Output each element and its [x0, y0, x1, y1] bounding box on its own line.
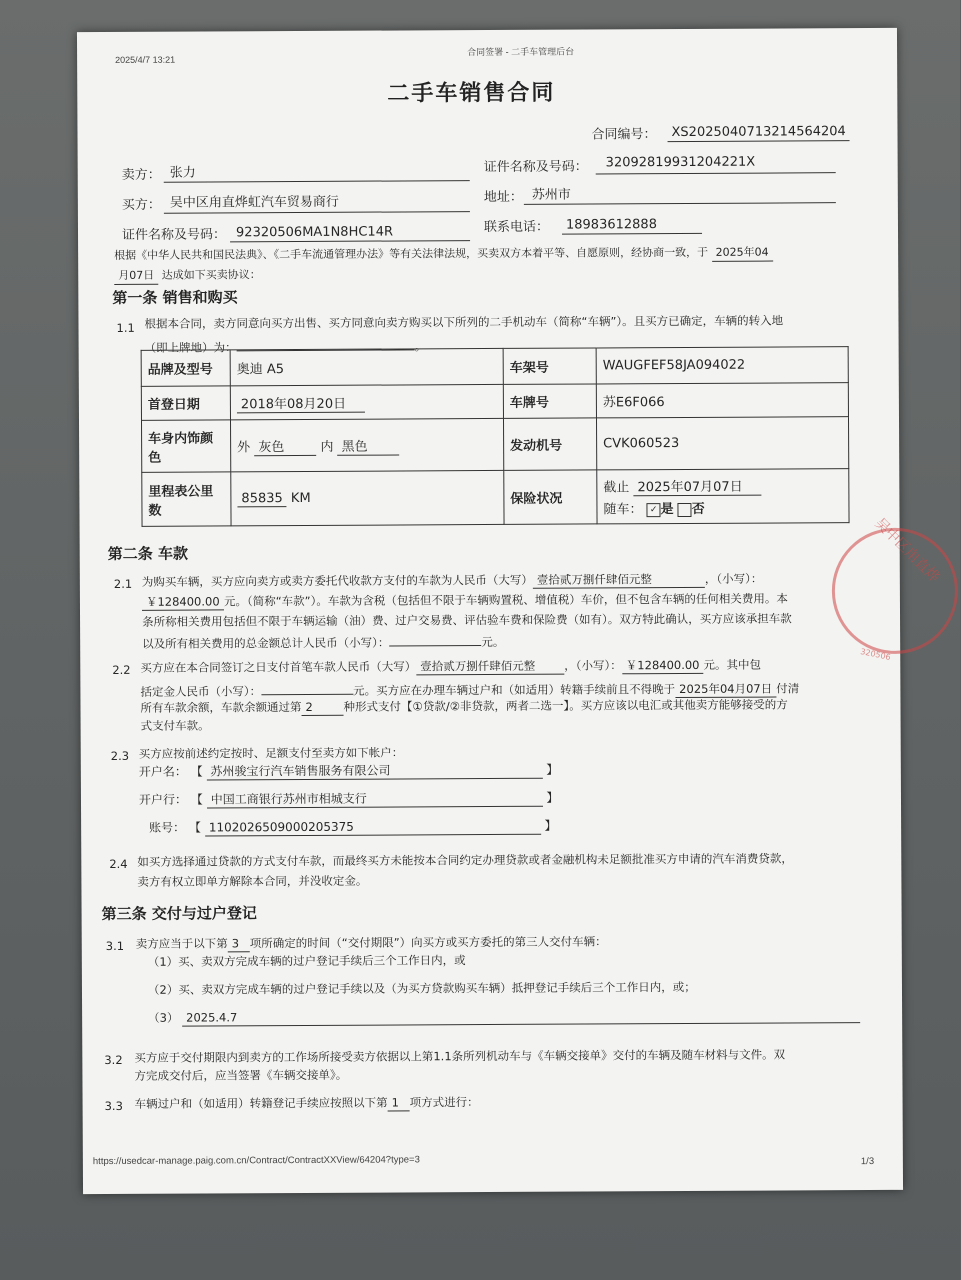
clause-2-2-line2: 括定金人民币（小写）： 元。买方应在办理车辆过户和（如适用）转籍手续前且不得晚于 2025年04月07日 付清	[140, 676, 799, 700]
clause-1-1-line2: （即上牌地）为： 。	[145, 334, 427, 355]
engine-value: CVK060523	[596, 417, 848, 470]
clause-2-4-line1: 如买方选择通过贷款的方式支付车款，而最终买方未能按本合同约定办理贷款或者金融机构未足额批准买方申请的汽车消费贷款，	[137, 851, 793, 869]
color-value: 外 灰色 内 黑色	[230, 418, 503, 471]
clause-2-2-line4: 式支付车款。	[140, 718, 210, 733]
seal-number: 320506	[859, 646, 892, 662]
print-url: https://usedcar-manage.paig.com.cn/Contract/ContractXXView/64204?type=3	[92, 1154, 420, 1168]
color-label: 车身内饰颜色	[141, 420, 230, 472]
mileage-label: 里程表公里数	[142, 472, 231, 526]
clause-2-2-line3: 所有车款余额，车款余额通过第 2 种形式支付【①贷款/②非贷款，两者二选一】。买方应该以电汇或其他卖方能够接受的方	[140, 697, 788, 715]
print-datetime: 2025/4/7 13:21	[115, 54, 176, 65]
clause-2-2-line1: 买方应在本合同签订之日支付首笔车款人民币（大写） 壹拾贰万捌仟肆佰元整 ，（小写）： ￥128400.00 元。其中包	[140, 657, 762, 675]
clause-3-1-line1: 卖方应当于以下第 3 项所确定的时间（“交付期限”）向买方或买方委托的第三人交付车辆：	[135, 934, 607, 951]
clause-2-1-line2: ￥128400.00 元。（简称“车款”）。车款为含税（包括但不限于车辆购置税、增值税）车价，但不包含车辆的任何相关费用。本	[142, 590, 788, 610]
clause-1-1-line1: 根据本合同，卖方同意向买方出售、买方同意向卖方购买以下所列的二手机动车（简称“车辆”）。且买方已确定，车辆的转入地	[144, 313, 784, 331]
article3-heading: 第三条 交付与过户登记	[101, 904, 257, 924]
vin-label: 车架号	[503, 348, 596, 384]
print-page-number: 1/3	[860, 1155, 875, 1168]
clause-3-2-num: 3.2	[104, 1052, 123, 1068]
clause-2-4-num: 2.4	[109, 856, 128, 871]
contract-title: 二手车销售合同	[387, 80, 556, 107]
clause-2-3-line1: 买方应按前述约定按时、足额支付至卖方如下帐户：	[138, 745, 404, 761]
vin-value: WAUGFEF58JA094022	[596, 347, 848, 384]
contract-no-label: 合同编号：	[591, 127, 657, 143]
buyer-id: 92320506MA1N8HC14R	[235, 224, 394, 241]
address-label: 地址：	[483, 189, 523, 206]
insurance-yes-checkbox[interactable]: ✓	[647, 503, 661, 517]
clause-1-1-num: 1.1	[116, 320, 135, 335]
clause-3-1-num: 3.1	[105, 938, 125, 954]
vehicle-table	[141, 346, 850, 527]
bank-row: 开户行： 【 中国工商银行苏州市相城支行 】	[138, 790, 559, 807]
article2-heading: 第二条 车款	[107, 544, 188, 564]
clause-2-1-line4: 以及所有相关费用的总金额总计人民币（小写）： 元。	[142, 630, 504, 652]
insurance-no-checkbox[interactable]	[678, 502, 692, 516]
contract-no: XS2025040713214564204	[667, 124, 849, 142]
insurance-label: 保险状况	[504, 470, 597, 524]
brand-label: 品牌及型号	[141, 350, 230, 386]
clause-2-1-line1: 为购买车辆，买方应向卖方或卖方委托代收款方支付的车款为人民币（大写） 壹拾贰万捌仟肆佰元整 ，（小写）：	[141, 571, 763, 589]
seller-id-label: 证件名称及号码：	[483, 159, 588, 176]
clause-3-2-line2: 方完成交付后，应当签署《车辆交接单》。	[134, 1067, 348, 1083]
clause-3-1-option2: （2）买、卖双方完成车辆的过户登记手续以及（为买方贷款购买车辆）抵押登记手续后三个工作日内，或；	[147, 979, 696, 997]
clause-3-2-line1: 买方应于交付期限内到卖方的工作场所接受卖方依据以上第1.1条所列机动车与《车辆交接单》交付的车辆及随车材料与文件。双	[134, 1047, 786, 1065]
acct-name-row: 开户名： 【 苏州骏宝行汽车销售服务有限公司 】	[138, 762, 559, 779]
buyer-label: 买方：	[121, 197, 161, 213]
brand-value: 奥迪 A5	[230, 348, 503, 385]
contract-page	[77, 28, 943, 1194]
clause-3-1-option1: （1）买、卖双方完成车辆的过户登记手续后三个工作日内，或	[147, 953, 466, 969]
buyer-name: 吴中区甪直烨虹汽车贸易商行	[169, 194, 339, 211]
clause-2-3-num: 2.3	[110, 748, 130, 763]
clause-2-2-num: 2.2	[112, 662, 131, 677]
seller-label: 卖方：	[121, 167, 161, 183]
seal-text: 吴中区甪直烨	[871, 515, 943, 586]
preamble-line1: 根据《中华人民共和国民法典》、《二手车流通管理办法》等有关法律法规，买卖双方本着平等、自愿原则，经协商一致，于 2025年04	[114, 245, 773, 265]
print-page-title: 合同签署 - 二手车管理后台	[467, 46, 575, 58]
article1-heading: 第一条 销售和购买	[112, 288, 238, 307]
clause-2-4-line2: 卖方有权立即单方解除本合同，并没收定金。	[137, 873, 368, 889]
plate-value: 苏E6F066	[596, 383, 848, 418]
seller-name: 张力	[169, 165, 196, 181]
first-reg-value: 2018年08月20日	[230, 384, 503, 419]
insurance-value: 截止 2025年07月07日 随车： ✓ 是 否	[597, 469, 849, 524]
clause-3-3-num: 3.3	[104, 1098, 123, 1114]
mileage-value: 85835 KM	[231, 470, 504, 525]
plate-label: 车牌号	[503, 384, 596, 418]
clause-3-3-line1: 车辆过户和（如适用）转籍登记手续应按照以下第 1 项方式进行：	[134, 1095, 479, 1111]
phone: 18983612888	[565, 217, 658, 233]
clause-2-1-line3: 条所称相关费用包括但不限于车辆运输（油）费、过户交易费、评估验车费和保险费（如有）。双方特此确认，买方应该承担车款	[142, 611, 792, 629]
phone-label: 联系电话：	[483, 219, 550, 236]
first-reg-label: 首登日期	[141, 386, 230, 420]
address: 苏州市	[531, 187, 571, 203]
engine-label: 发动机号	[503, 418, 596, 470]
clause-2-1-num: 2.1	[113, 576, 133, 591]
acct-no-row: 账号： 【 1102026509000205375 】	[149, 818, 557, 835]
preamble-line2: 月07日 达成如下买卖协议：	[114, 267, 261, 285]
buyer-id-label: 证件名称及号码：	[121, 227, 227, 243]
seller-id: 32092819931204221X	[605, 154, 756, 171]
clause-3-1-option3: （3） 2025.4.7	[148, 1006, 860, 1027]
